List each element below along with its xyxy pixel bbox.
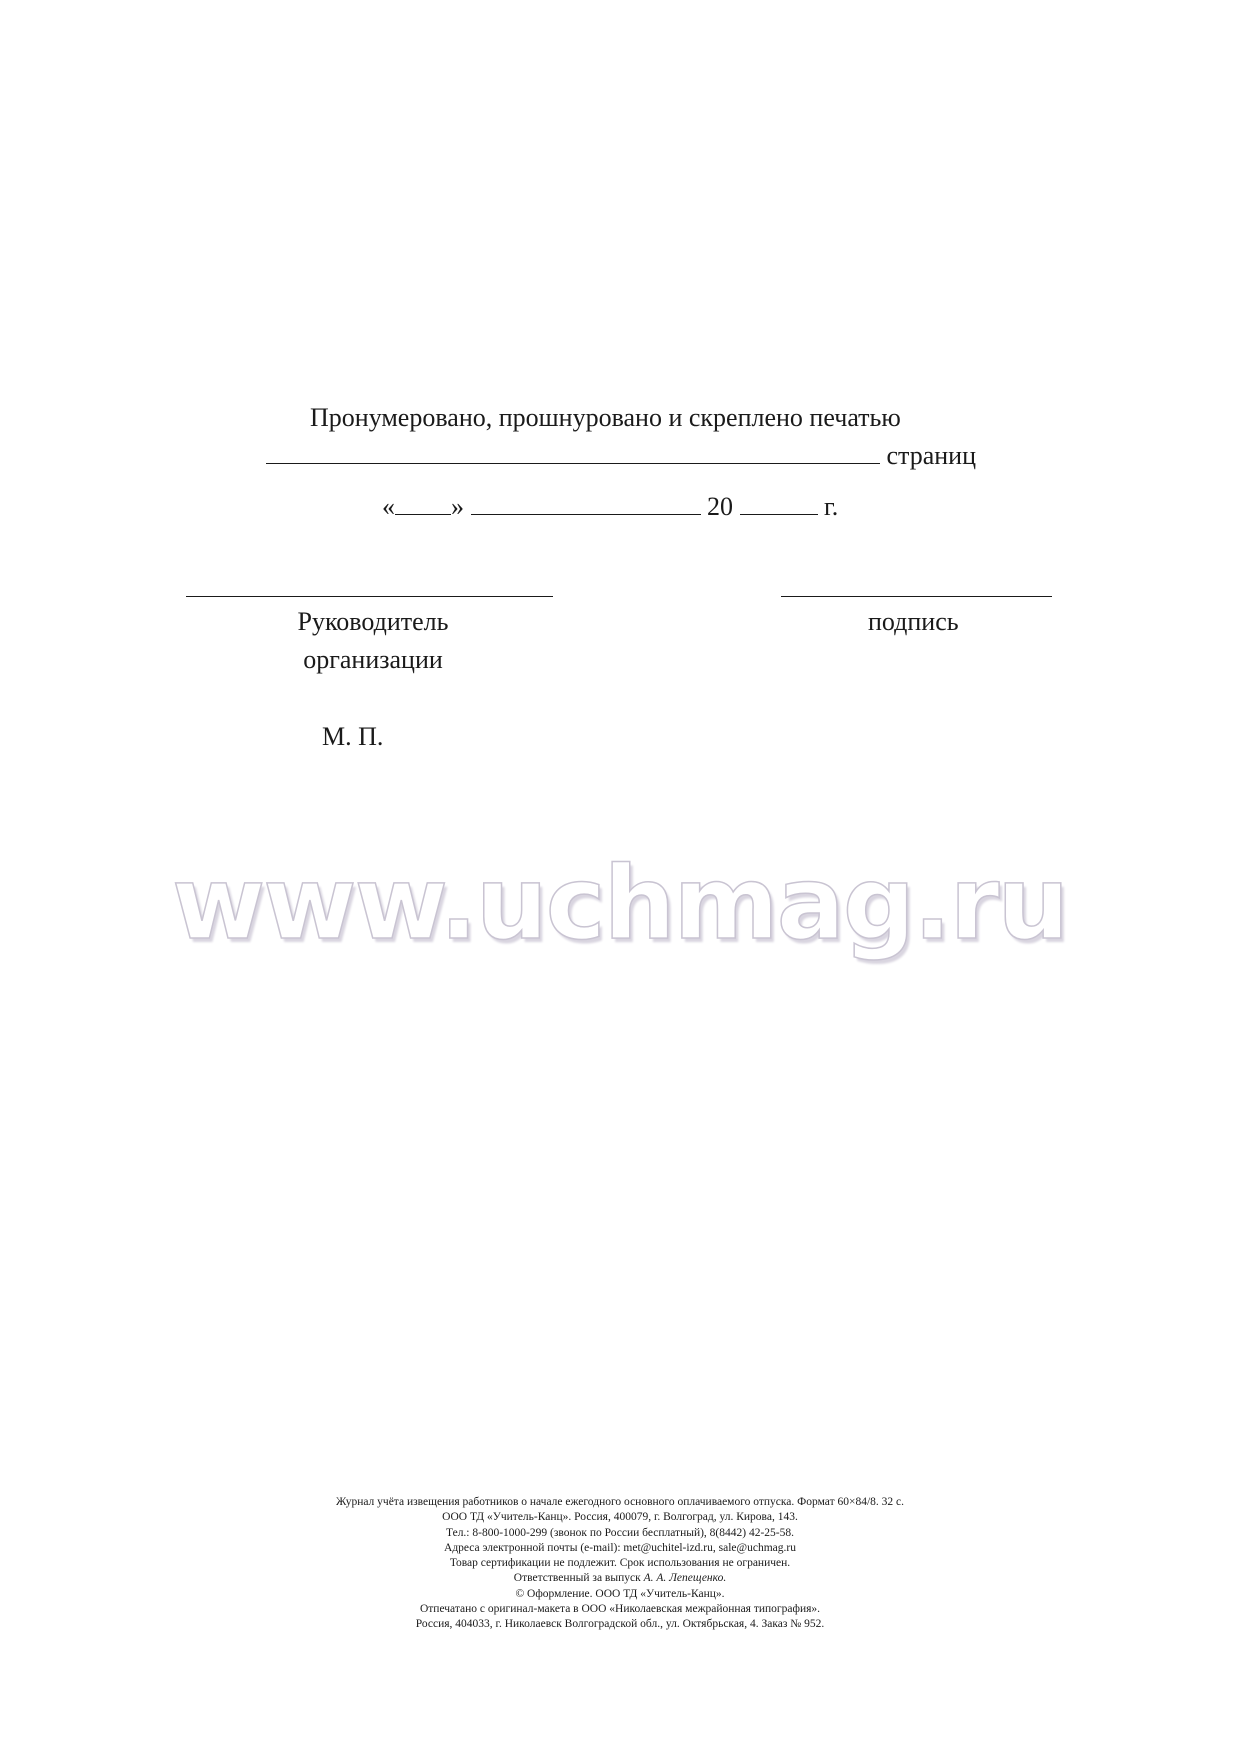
day-open-quote: « [382,492,395,521]
responsible-name: А. А. Лепещенко. [643,1572,727,1585]
imprint-responsible-line [230,1571,1010,1586]
month-blank [471,492,701,515]
year-prefix: 20 [707,492,733,521]
seal-label: М. П. [322,722,384,751]
responsible-prefix: Ответственный за выпуск [513,1572,641,1585]
signature-line [781,596,1052,597]
imprint-line: Отпечатано с оригинал-макета в ООО «Николаевская межрайонная типография». [419,1603,821,1616]
imprint-line: © Оформление. ООО ТД «Учитель-Канц». [515,1587,725,1600]
pages-count-line [266,441,976,471]
imprint-line: Россия, 404033, г. Николаевск Волгоградской обл., ул. Октябрьская, 4. Заказ № 952. [415,1618,825,1631]
imprint-line: Журнал учёта извещения работников о начале ежегодного основного оплачиваемого отпуска. Формат 60×84/8. 32 с. [335,1496,905,1508]
day-blank [395,492,451,515]
signature-label: подпись [868,607,959,636]
watermark-logo: www.uchmag.ru [172,844,1068,962]
year-suffix: г. [824,492,839,521]
year-blank [740,492,818,515]
date-line [382,492,838,522]
manager-label: Руководитель организации [297,607,449,674]
imprint-line: Тел.: 8-800-1000-299 (звонок по России бесплатный), 8(8442) 42-25-58. [446,1526,794,1539]
imprint-line: Товар сертификации не подлежит. Срок использования не ограничен. [449,1557,791,1570]
imprint-block [230,1495,1010,1633]
day-close-quote: » [451,492,464,521]
manager-signature-line [186,596,553,597]
imprint-line: ООО ТД «Учитель-Канц». Россия, 400079, г. Волгоград, ул. Кирова, 143. [442,1511,798,1524]
imprint-line: Адреса электронной почты (e-mail): met@uchitel-izd.ru, sale@uchmag.ru [444,1541,796,1554]
pages-suffix: страниц [886,441,977,470]
pages-count-blank [266,441,880,464]
certification-heading: Пронумеровано, прошнуровано и скреплено печатью [310,403,901,432]
